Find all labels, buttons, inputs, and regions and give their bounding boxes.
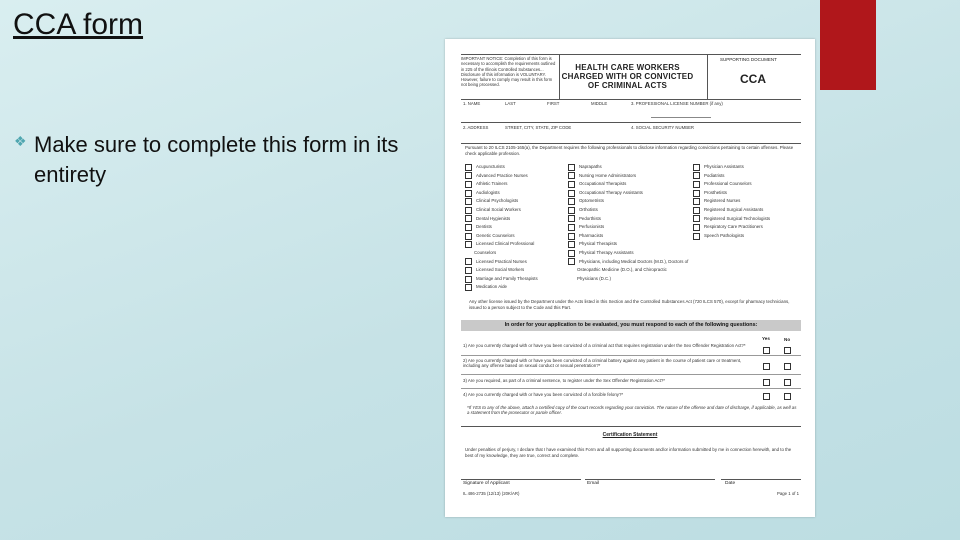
license-number-blank	[651, 117, 711, 118]
form-code: CCA	[740, 72, 766, 86]
date-label: Date	[725, 481, 736, 486]
diamond-bullet-icon: ❖	[14, 133, 27, 149]
slide-title: CCA form	[13, 8, 144, 41]
profession-option: Pharmacists	[568, 232, 688, 241]
question-2-no-checkbox	[784, 363, 791, 370]
checkbox	[465, 241, 472, 248]
checkbox	[693, 181, 700, 188]
checkbox	[465, 284, 472, 291]
question-3-no-checkbox	[784, 379, 791, 386]
checkbox	[465, 224, 472, 231]
checkbox	[693, 164, 700, 171]
questions-banner: In order for your application to be evaluated, you must respond to each of the following questions:	[461, 320, 801, 331]
question-3-yes-checkbox	[763, 379, 770, 386]
professions-column-3	[693, 163, 770, 240]
question-4-no-checkbox	[784, 393, 791, 400]
checkbox	[465, 276, 472, 283]
accent-bar	[820, 0, 876, 90]
profession-option: Professional Counselors	[693, 180, 770, 189]
checkbox	[568, 181, 575, 188]
profession-option: Physicians, including Medical Doctors (M.D.), Doctors of	[568, 258, 688, 267]
street-city-label: STREET, CITY, STATE, ZIP CODE	[505, 125, 572, 130]
important-notice: IMPORTANT NOTICE: Completion of this form is necessary to accomplish the requirements outlined in 225 of the Illinois Controlled Substances... Disclosure of this information is VOLUNTARY. However, failure to comply may result in this form not being processed.	[461, 56, 556, 88]
profession-option: Registered Nurses	[693, 197, 770, 206]
checkbox	[693, 198, 700, 205]
profession-option: Dental Hygienists	[465, 215, 538, 224]
form-rule	[461, 388, 801, 389]
form-rule	[461, 426, 801, 427]
profession-option: Optometrists	[568, 197, 688, 206]
profession-option-continued: Osteopathic Medicine (D.O.), and Chiropractic	[577, 267, 667, 273]
signature-line	[461, 479, 581, 480]
form-heading	[560, 63, 695, 90]
profession-option: Speech Pathologists	[693, 232, 770, 241]
question-1-yes-checkbox	[763, 347, 770, 354]
checkbox	[568, 250, 575, 257]
question-2: 2) Are you currently charged with or have you been convicted of a criminal battery against any patient in the course of patient care or treatment, including any offense based on sexual conduct or sexual penetration?*	[463, 358, 742, 369]
profession-option-continued: Physicians (D.C.)	[577, 275, 611, 281]
profession-option: Respiratory Care Practitioners	[693, 223, 770, 232]
address-field-label: 2. ADDRESS	[463, 125, 489, 130]
checkbox	[693, 233, 700, 240]
checkbox	[465, 172, 472, 179]
certification-title: Certification Statement	[602, 432, 658, 438]
profession-option: Physician Assistants	[693, 163, 770, 172]
checkbox	[568, 198, 575, 205]
ssn-label: 4. SOCIAL SECURITY NUMBER	[631, 125, 695, 130]
professions-column-2	[568, 163, 688, 283]
profession-option: Dentists	[465, 223, 538, 232]
checkbox	[693, 207, 700, 214]
profession-option: Clinical Social Workers	[465, 206, 538, 215]
profession-option: Advanced Practice Nurses	[465, 172, 538, 181]
question-4-yes-checkbox	[763, 393, 770, 400]
form-rule	[461, 355, 801, 356]
checkbox	[568, 172, 575, 179]
profession-option: Clinical Psychologists	[465, 197, 538, 206]
form-heading-line: CHARGED WITH OR CONVICTED	[561, 72, 694, 81]
last-name-label: LAST	[505, 101, 516, 106]
profession-option: Licensed Clinical Professional	[465, 240, 538, 249]
profession-option: Nursing Home Administrators	[568, 172, 688, 181]
profession-option: Physical Therapy Assistants	[568, 249, 688, 258]
profession-option: Acupuncturists	[465, 163, 538, 172]
profession-option: Marriage and Family Therapists	[465, 275, 538, 284]
checkbox	[568, 164, 575, 171]
middle-name-label: MIDDLE	[591, 101, 608, 106]
checkbox	[693, 215, 700, 222]
profession-option: Occupational Therapists	[568, 180, 688, 189]
question-1: 1) Are you currently charged with or have you been convicted of a criminal act that requires registration under the Sex Offender Registration Act?*	[463, 343, 746, 348]
form-border-top	[461, 54, 801, 55]
cca-form-image	[445, 39, 815, 517]
form-number: IL 486-2735 (12/13) (20K/AR)	[463, 491, 520, 496]
footnote: *If YES to any of the above, attach a certified copy of the court records regarding your conviction. The nature of the offense and date of discharge, if applicable, as well as a statement from the prosecutor or parole officer.	[467, 405, 797, 416]
checkbox	[568, 258, 575, 265]
question-2-yes-checkbox	[763, 363, 770, 370]
profession-option: Genetic Counselors	[465, 232, 538, 241]
profession-option: Prosthetists	[693, 189, 770, 198]
signature-label: Signature of Applicant	[463, 481, 510, 486]
checkbox	[465, 215, 472, 222]
checkbox	[465, 198, 472, 205]
date-line	[721, 479, 801, 480]
form-rule	[461, 143, 801, 144]
checkbox	[568, 241, 575, 248]
license-number-label: 3. PROFESSIONAL LICENSE NUMBER (if any)	[631, 101, 723, 106]
checkbox	[465, 181, 472, 188]
profession-option: Physical Therapists	[568, 240, 688, 249]
checkbox	[465, 190, 472, 197]
first-name-label: FIRST	[547, 101, 560, 106]
professions-column-1	[465, 163, 538, 292]
profession-option: Registered Surgical Technologists	[693, 215, 770, 224]
profession-option: Podiatrists	[693, 172, 770, 181]
form-rule	[461, 374, 801, 375]
profession-option: Audiologists	[465, 189, 538, 198]
checkbox	[568, 215, 575, 222]
question-1-no-checkbox	[784, 347, 791, 354]
certification-text: Under penalties of perjury, I declare that I have examined this Form and all supporting documents and/or information submitted by me in connection herewith, and to the best of my knowledge, they are true, correct and complete.	[465, 447, 792, 458]
profession-option: Licensed Social Workers	[465, 266, 538, 275]
other-license-text: Any other license issued by the Department under the Acts listed in this Section and the Controlled Substances Act (720 ILCS 570), except for pharmacy technicians, issued to a person subject to the Code and this Part.	[469, 299, 790, 310]
checkbox	[568, 190, 575, 197]
bullet-text: Make sure to complete this form in its entirety	[34, 132, 399, 187]
checkbox	[465, 207, 472, 214]
question-3: 3) Are you required, as part of a criminal sentence, to register under the Sex Offender Registration Act?*	[463, 378, 665, 383]
no-column-label: No	[784, 337, 791, 342]
intro-text: Pursuant to 20 ILCS 2105-165(a), the Department requires the following professionals to disclose information regarding convictions pertaining to certain offenses. Please check applicable profession.	[465, 145, 794, 156]
checkbox	[568, 207, 575, 214]
form-rule	[461, 122, 801, 123]
profession-option: Pedorthists	[568, 215, 688, 224]
form-heading-line: OF CRIMINAL ACTS	[587, 81, 668, 90]
checkbox	[465, 233, 472, 240]
profession-option: Licensed Practical Nurses	[465, 258, 538, 267]
email-label: Email	[587, 481, 599, 486]
email-line	[585, 479, 715, 480]
question-4: 4) Are you currently charged with or have you been convicted of a forcible felony?*	[463, 392, 624, 397]
checkbox	[693, 172, 700, 179]
checkbox	[693, 190, 700, 197]
checkbox	[465, 164, 472, 171]
checkbox	[568, 233, 575, 240]
yes-column-label: Yes	[762, 336, 770, 341]
bullet-item	[14, 130, 424, 190]
name-field-label: 1. NAME	[463, 101, 481, 106]
profession-option: Perfusionists	[568, 223, 688, 232]
profession-option: Registered Surgical Assistants	[693, 206, 770, 215]
profession-option: Athletic Trainers	[465, 180, 538, 189]
checkbox	[465, 258, 472, 265]
checkbox	[568, 224, 575, 231]
profession-option-continued: Counselors	[474, 249, 497, 255]
checkbox	[693, 224, 700, 231]
profession-option: Occupational Therapy Assistants	[568, 189, 688, 198]
form-rule	[461, 99, 801, 100]
supporting-document-label: SUPPORTING DOCUMENT	[720, 57, 777, 62]
checkbox	[465, 267, 472, 274]
form-divider	[707, 54, 708, 99]
profession-option: Orthotists	[568, 206, 688, 215]
form-heading-line: HEALTH CARE WORKERS	[575, 63, 680, 72]
profession-option: Medication Aide	[465, 283, 538, 292]
profession-option: Naprapaths	[568, 163, 688, 172]
page-label: Page 1 of 1	[777, 491, 799, 496]
